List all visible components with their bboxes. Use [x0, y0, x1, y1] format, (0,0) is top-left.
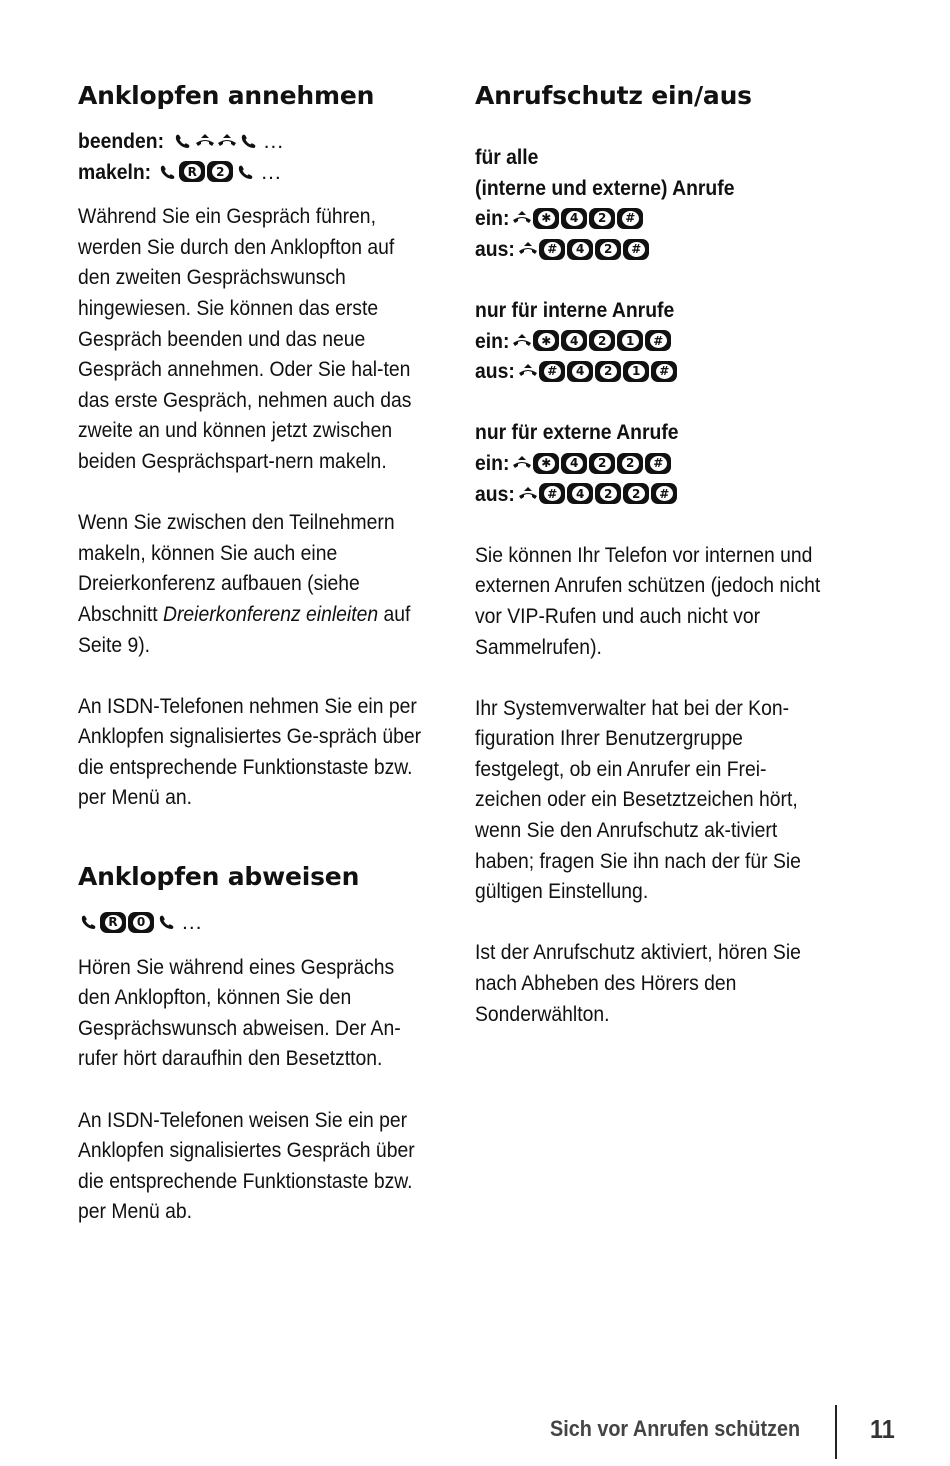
paragraph: Hören Sie während eines Gesprächs den Anklopfton, können Sie den Gesprächswunsch abweisen. Der An-rufer hört daraufhin den Besetztton.	[78, 954, 401, 1071]
handset-lifted-icon	[235, 161, 257, 183]
left-column	[78, 78, 423, 1258]
handset-lifted-icon	[156, 911, 178, 933]
beenden-label: beenden:	[78, 129, 165, 153]
ein-label: ein:	[475, 450, 510, 475]
key-hash: #	[651, 483, 677, 504]
makeln-sequence	[78, 157, 423, 188]
hang-up-icon	[511, 330, 533, 352]
key-2: 2	[595, 361, 621, 382]
group-label: für alle	[475, 145, 539, 169]
handset-lifted-icon	[157, 161, 179, 183]
hang-up-icon	[517, 483, 539, 505]
footer-divider	[835, 1405, 837, 1459]
key-4: 4	[561, 330, 587, 351]
key-2: 2	[589, 208, 615, 229]
hang-up-icon	[194, 130, 216, 152]
ellipsis: …	[181, 910, 204, 935]
internal-on-sequence	[475, 326, 820, 357]
hang-up-icon	[511, 452, 533, 474]
key-2: 2	[595, 239, 621, 260]
key-r: R	[100, 912, 126, 933]
key-star: ✱	[533, 208, 559, 229]
key-4: 4	[567, 483, 593, 504]
key-4: 4	[567, 239, 593, 260]
heading-anrufschutz: Anrufschutz ein/aus	[475, 81, 752, 110]
makeln-label: makeln:	[78, 159, 152, 184]
key-hash: #	[645, 453, 671, 474]
hang-up-icon	[517, 238, 539, 260]
key-4: 4	[561, 453, 587, 474]
key-4: 4	[567, 361, 593, 382]
handset-lifted-icon	[238, 130, 260, 152]
abweisen-sequence	[78, 907, 423, 938]
beenden-sequence	[78, 126, 423, 157]
key-2: 2	[617, 453, 643, 474]
paragraph: Sie können Ihr Telefon vor internen und externen Anrufen schützen (jedoch nicht vor VIP-Rufen und auch nicht vor Sammelrufen).	[475, 542, 821, 659]
aus-label: aus:	[475, 236, 515, 261]
key-4: 4	[561, 208, 587, 229]
ellipsis: …	[262, 129, 286, 153]
key-hash: #	[539, 239, 565, 260]
internal-off-sequence	[475, 356, 820, 387]
paragraph: Wenn Sie zwischen den Teilnehmern makeln, können Sie auch eine Dreierkonferenz aufbauen (siehe Abschnitt Dreierkonferenz einleiten auf Seite 9).	[78, 510, 411, 657]
key-hash: #	[651, 361, 677, 382]
group-label: (interne und externe) Anrufe	[475, 175, 735, 200]
right-column	[475, 78, 820, 1060]
key-hash: #	[617, 208, 643, 229]
paragraph: An ISDN-Telefonen weisen Sie ein per Anklopfen signalisiertes Gespräch über die entsprechende Funktionstaste bzw. per Menü ab.	[78, 1107, 415, 1224]
key-1: 1	[617, 330, 643, 351]
aus-label: aus:	[475, 359, 515, 384]
hang-up-icon	[216, 130, 238, 152]
ein-label: ein:	[475, 206, 510, 231]
page-number: 11	[870, 1414, 895, 1444]
hang-up-icon	[511, 207, 533, 229]
ein-label: ein:	[475, 328, 510, 353]
heading-anklopfen-annehmen: Anklopfen annehmen	[78, 81, 375, 110]
all-on-sequence	[475, 203, 820, 234]
key-hash: #	[539, 483, 565, 504]
key-star: ✱	[533, 330, 559, 351]
heading-anklopfen-abweisen: Anklopfen abweisen	[78, 862, 360, 892]
group-label: nur für externe Anrufe	[475, 420, 679, 445]
external-off-sequence	[475, 479, 820, 510]
group-label: nur für interne Anrufe	[475, 297, 675, 322]
key-hash: #	[623, 239, 649, 260]
paragraph: Während Sie ein Gespräch führen, werden Sie durch den Anklopfton auf den zweiten Gesprächswunsch hingewiesen. Sie können das erste Gespräch beenden und das neue Gespräch annehmen. Oder Sie hal-ten das erste Gespräch, nehmen auch das zweite an und können jetzt zwischen beiden Gesprächspart-nern makeln.	[78, 204, 412, 473]
key-2: 2	[623, 483, 649, 504]
handset-lifted-icon	[172, 130, 194, 152]
footer-section-title: Sich vor Anrufen schützen	[550, 1416, 801, 1441]
hang-up-icon	[517, 360, 539, 382]
key-hash: #	[539, 361, 565, 382]
ellipsis: …	[260, 159, 283, 184]
external-on-sequence	[475, 448, 820, 479]
key-2: 2	[589, 453, 615, 474]
cross-reference: Dreierkonferenz einleiten	[162, 601, 379, 626]
key-hash: #	[645, 330, 671, 351]
aus-label: aus:	[475, 481, 515, 506]
key-r: R	[179, 161, 205, 182]
paragraph: An ISDN-Telefonen nehmen Sie ein per Anklopfen signalisiertes Ge-spräch über die entsprechende Funktionstaste bzw. per Menü an.	[78, 693, 422, 810]
paragraph: Ihr Systemverwalter hat bei der Kon-figuration Ihrer Benutzergruppe festgelegt, ob ein Anrufer ein Frei-zeichen oder ein Besetztzeichen hört, wenn Sie den Anrufschutz ak-tiviert haben; fragen Sie ihn nach der für Sie gültigen Einstellung.	[475, 695, 801, 904]
handset-lifted-icon	[78, 911, 100, 933]
key-2: 2	[589, 330, 615, 351]
key-2: 2	[595, 483, 621, 504]
key-1: 1	[623, 361, 649, 382]
paragraph: Ist der Anrufschutz aktiviert, hören Sie nach Abheben des Hörers den Sonderwählton.	[475, 940, 801, 1026]
key-2: 2	[207, 161, 233, 182]
key-0: 0	[128, 912, 154, 933]
all-off-sequence	[475, 234, 820, 265]
key-star: ✱	[533, 453, 559, 474]
